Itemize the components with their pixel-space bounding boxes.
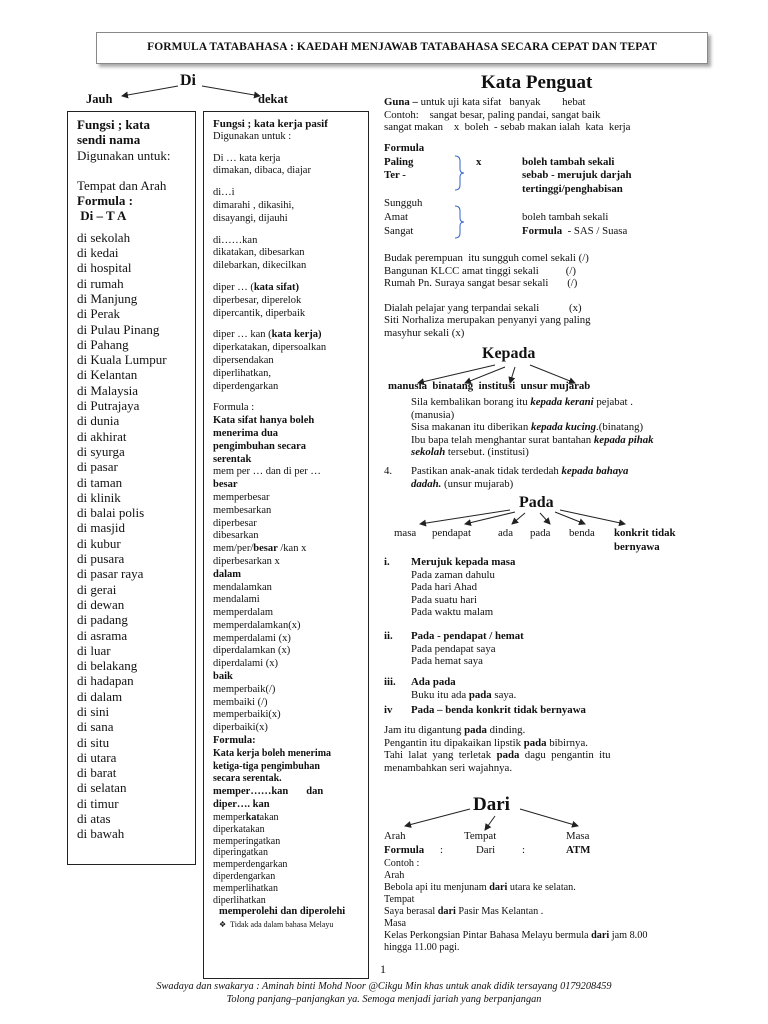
dekat-formula-l2: menerima dua — [213, 427, 279, 439]
dari-arah2: Arah — [384, 870, 405, 881]
arrow-pada-masa — [420, 510, 510, 524]
kepada-e3b: sekolah tersebut. (institusi) — [411, 446, 529, 459]
kepada-e4 — [411, 465, 711, 490]
pada-cat-pada: pada — [530, 527, 551, 539]
penguat-sentences — [384, 252, 714, 340]
pada-ii — [411, 630, 524, 668]
penguat-section — [384, 96, 714, 134]
dari-masa2: Masa — [384, 918, 407, 929]
list-item: mendalamkan — [213, 581, 272, 593]
jauh-label: Jauh — [86, 92, 113, 106]
penguat-s2: Bangunan KLCC amat tinggi sekali (/) — [384, 264, 576, 277]
pada-iii — [411, 676, 516, 701]
dari-formula-label: Formula — [384, 844, 425, 856]
dekat-g5-ex2: dipersendakan — [213, 354, 274, 366]
list-item: di syurga — [77, 443, 125, 459]
dekat-formula-l5: mem per … dan di per … — [213, 466, 321, 478]
penguat-x: x — [476, 156, 482, 168]
jauh-tempat-arah: Tempat dan Arah — [77, 177, 167, 193]
jauh-formula-label: Formula : — [77, 193, 133, 209]
list-item: di klinik — [77, 489, 121, 505]
list-item: di hospital — [77, 260, 132, 276]
kat-example-list — [213, 824, 368, 907]
dekat-formula2-label: Formula: — [213, 735, 256, 747]
list-item: di timur — [77, 795, 119, 811]
dari-colon2: : — [522, 844, 525, 856]
dari-e2: Saya berasal dari Pasir Mas Kelantan . — [384, 906, 544, 917]
penguat-boleh: boleh tambah sekali — [522, 156, 615, 168]
dekat-g5-ex1: diperkatakan, dipersoalkan — [213, 342, 327, 354]
pada-cat-masa: masa — [394, 527, 417, 539]
arrow-di-jauh — [122, 86, 178, 96]
dekat-besar-note2: diperbesarkan x — [213, 555, 280, 567]
footer — [0, 980, 768, 1006]
dekat-formula2-l2: ketiga-tiga pengimbuhan — [213, 760, 320, 772]
dekat-g1-head: Di … kata kerja — [213, 152, 281, 164]
arrow-dari-masa — [520, 809, 578, 826]
pada-ii-list — [411, 643, 524, 668]
penguat-sebab: sebab - merujuk darjah — [522, 169, 632, 181]
pada-i-num: i. — [384, 556, 390, 568]
pada-iii-ex: Buku itu ada pada saya. — [411, 688, 517, 701]
dari-contoh: Contoh : — [384, 858, 420, 869]
list-item: memperlihatkan — [213, 882, 278, 894]
dekat-title: Fungsi ; kata kerja pasif — [213, 118, 328, 130]
list-item: di Manjung — [77, 290, 138, 306]
jauh-used-for: Digunakan untuk: — [77, 147, 171, 163]
arrow-pada-pendapat — [465, 512, 515, 524]
arrow-pada-benda — [555, 512, 585, 524]
penguat-s1: Budak perempuan itu sungguh comel sekali (/) — [384, 252, 589, 264]
list-item: Pada waktu malam — [411, 606, 494, 619]
pada-i-list — [411, 569, 515, 619]
penguat-amat: Amat — [384, 211, 408, 223]
list-item: di pasar raya — [77, 566, 144, 582]
list-item: diperingatkan — [213, 847, 268, 859]
list-item: memperbaik(/) — [213, 683, 276, 695]
dekat-formula2-l3: secara serentak. — [213, 773, 282, 785]
list-item: di luar — [77, 642, 111, 658]
arrow-dari-arah — [405, 809, 470, 826]
dari-atm: ATM — [566, 844, 591, 856]
penguat-contoh2: sangat makan x boleh - sebab makan ialah kata kerja — [384, 121, 631, 134]
list-item: di balai polis — [77, 505, 145, 521]
pada-i-head: Merujuk kepada masa — [411, 556, 516, 568]
penguat-boleh2: boleh tambah sekali — [522, 211, 609, 223]
list-item: di pusara — [77, 551, 125, 567]
arrow-pada-pada — [540, 513, 550, 524]
list-item: di Putrajaya — [77, 398, 140, 414]
list-item: di Kelantan — [77, 367, 138, 383]
penguat-sangat: Sangat — [384, 225, 414, 237]
dari-masa: Masa — [566, 830, 590, 842]
penguat-paling: Paling — [384, 156, 414, 168]
dekat-g4-ex1: diperbesar, diperelok — [213, 294, 302, 306]
dekat-formula2-l1: Kata kerja boleh menerima — [213, 747, 332, 759]
list-item: di hadapan — [77, 673, 134, 689]
list-item: di barat — [77, 765, 117, 781]
list-item: di selatan — [77, 780, 127, 796]
dekat-dalam-head: dalam — [213, 568, 242, 580]
penguat-s4: Dialah pelajar yang terpandai sekali (x) — [384, 301, 582, 314]
jauh-title: Fungsi ; kata sendi nama — [77, 117, 150, 148]
baik-example-list — [213, 684, 368, 735]
penguat-tertinggi: tertinggi/penghabisan — [522, 183, 623, 195]
list-item: di akhirat — [77, 428, 127, 444]
dari-colon1: : — [440, 844, 443, 856]
dari-tempat: Tempat — [464, 830, 497, 842]
penguat-formula2: Formula - SAS / Suasa — [522, 225, 628, 237]
list-item: di taman — [77, 474, 123, 490]
list-item: mendalami — [213, 594, 260, 606]
dekat-kat-ex1: memperkatakan — [213, 811, 279, 823]
dari-e3d: hingga 11.00 pagi. — [384, 942, 460, 953]
pada-ii-head: Pada - pendapat / hemat — [411, 630, 524, 642]
kepada-examples — [411, 396, 711, 459]
penguat-sungguh: Sungguh — [384, 197, 423, 209]
list-item: diperbaiki(x) — [213, 722, 268, 734]
dari-examples — [384, 858, 714, 954]
dekat-g5-ex3: diperlihatkan, — [213, 367, 272, 379]
list-item: di sini — [77, 703, 110, 719]
arrow-pada-konkrit — [560, 510, 625, 524]
besar-example-list — [213, 492, 368, 543]
list-item: Pada hemat saya — [411, 655, 483, 668]
dekat-g4-head: diper … (kata sifat) — [213, 281, 300, 293]
list-item: di Perak — [77, 306, 120, 322]
list-item: di belakang — [77, 658, 138, 674]
kepada-num4: 4. — [384, 465, 393, 477]
pada-p1: Jam itu digantung pada dinding. — [384, 724, 526, 736]
dekat-used-for: Digunakan untuk : — [213, 130, 292, 142]
list-item: di dunia — [77, 413, 120, 429]
dekat-baik-head: baik — [213, 671, 233, 683]
list-item: di padang — [77, 612, 128, 628]
list-item: di atas — [77, 811, 111, 827]
pada-cat-bernyawa: bernyawa — [614, 541, 660, 553]
penguat-guna: Guna – untuk uji kata sifat banyak hebat — [384, 96, 586, 108]
dekat-g3-ex1: dikatakan, dibesarkan — [213, 247, 305, 259]
list-item: membaiki (/) — [213, 696, 268, 708]
dari-title: Dari — [473, 794, 510, 815]
dekat-last-bold: memperolehi dan diperolehi — [219, 906, 346, 918]
dekat-g1-ex: dimakan, dibaca, diajar — [213, 165, 311, 177]
dari-word: Dari — [476, 844, 496, 856]
list-item: diperdengarkan — [213, 871, 276, 883]
list-item: di pasar — [77, 459, 118, 475]
penguat-s5: Siti Norhaliza merupakan penyanyi yang paling — [384, 314, 591, 327]
list-item: di bawah — [77, 826, 125, 842]
list-item: di utara — [77, 749, 117, 765]
dekat-label: dekat — [258, 92, 288, 106]
arrow-pada-ada — [512, 513, 525, 524]
penguat-formula-label: Formula — [384, 142, 425, 154]
list-item: di gerai — [77, 581, 117, 597]
list-item: di kedai — [77, 245, 119, 261]
list-item: di kubur — [77, 535, 121, 551]
jauh-formula: Di – T A — [77, 208, 127, 224]
brace-paling-ter — [455, 156, 464, 190]
pada-p3: Tahi lalat yang terletak pada dagu pengantin itu — [384, 749, 611, 762]
list-item: memperdalami (x) — [213, 632, 291, 644]
list-item: di sekolah — [77, 229, 131, 245]
list-item: di sana — [77, 719, 114, 735]
dekat-formula2-l5: diper…. kan — [213, 799, 270, 811]
list-item: diperkatakan — [213, 823, 265, 835]
list-item: di Pulau Pinang — [77, 321, 160, 337]
penguat-title: Kata Penguat — [481, 72, 593, 93]
pada-iv-head: Pada – benda konkrit tidak bernyawa — [411, 704, 586, 716]
footer-line1: Swadaya dan swakarya : Aminah binti Mohd Noor @Cikgu Min khas untuk anak didik tersayang 0179208459 — [156, 981, 612, 992]
pada-paragraph — [384, 724, 712, 774]
page-title: FORMULA TATABAHASA : KAEDAH MENJAWAB TATABAHASA SECARA CEPAT DAN TEPAT — [147, 41, 657, 53]
list-item: memperbesar — [213, 491, 270, 503]
pada-cat-pendapat: pendapat — [432, 527, 471, 539]
penguat-s3: Rumah Pn. Suraya sangat besar sekali (/) — [384, 277, 578, 290]
pada-iii-head: Ada pada — [411, 676, 456, 688]
list-item: di dalam — [77, 688, 123, 704]
kepada-e3: Ibu bapa telah menghantar surat bantahan kepada pihak — [411, 433, 654, 446]
list-item: di dewan — [77, 596, 125, 612]
pada-i — [411, 556, 515, 619]
arrow-dari-tempat — [485, 816, 495, 830]
jauh-example-list — [77, 230, 195, 842]
list-item: diperdalami (x) — [213, 658, 279, 670]
pada-ii-num: ii. — [384, 630, 393, 642]
dekat-formula-l4: serentak — [213, 453, 252, 465]
dekat-g5-ex4: diperdengarkan — [213, 380, 279, 392]
dekat-besar-note: mem/per/besar /kan x — [213, 543, 307, 555]
dari-arah: Arah — [384, 830, 406, 842]
list-item: membesarkan — [213, 504, 272, 516]
list-item: Pada suatu hari — [411, 593, 477, 606]
dari-tempat2: Tempat — [384, 894, 415, 905]
brace-sungguh-amat-sangat — [455, 206, 464, 238]
dekat-g2-ex1: dimarahi , dikasihi, — [213, 199, 295, 211]
list-item: Pada zaman dahulu — [411, 568, 495, 581]
list-item: di situ — [77, 734, 110, 750]
dekat-besar-head: besar — [213, 479, 238, 491]
dekat-g2-ex2: disayangi, dijauhi — [213, 212, 288, 224]
dekat-g5-head: diper … kan (kata kerja) — [213, 329, 322, 341]
list-item: di Malaysia — [77, 382, 139, 398]
pada-cat-benda: benda — [569, 527, 595, 539]
kepada-e1d: (manusia) — [411, 408, 455, 421]
pada-cat-konkrit: konkrit tidak — [614, 527, 676, 539]
dekat-g3-ex2: dilebarkan, dikecilkan — [213, 260, 307, 272]
list-item: di rumah — [77, 275, 124, 291]
note-bullet-icon: ❖ — [219, 920, 227, 930]
pada-title: Pada — [519, 494, 554, 511]
dekat-formula-l3: pengimbuhan secara — [213, 440, 307, 452]
dekat-box — [203, 111, 369, 979]
dari-e3: Kelas Perkongsian Pintar Bahasa Melayu bermula dari jam 8.00 — [384, 930, 648, 941]
list-item: diperdalamkan (x) — [213, 645, 291, 657]
list-item: memperdalamkan(x) — [213, 619, 301, 631]
footer-line2: Tolong panjang–panjangkan ya. Semoga menjadi jariah yang berpanjangan — [226, 994, 542, 1005]
arrow-di-dekat — [202, 86, 260, 96]
list-item: di asrama — [77, 627, 128, 643]
pada-iv-num: iv — [384, 704, 393, 716]
kepada-title: Kepada — [482, 345, 536, 362]
dekat-g3-head: di……kan — [213, 234, 258, 246]
dekat-note: ❖ Tidak ada dalam bahasa Melayu — [219, 920, 334, 930]
kepada-e4-line2: dadah. (unsur mujarab) — [411, 477, 514, 490]
dalam-example-list — [213, 582, 368, 672]
list-item: memperdengarkan — [213, 859, 288, 871]
list-item: diperlihatkan — [213, 894, 266, 906]
list-item: dibesarkan — [213, 530, 259, 542]
kepada-cats: manusia binatang institusi unsur mujarab — [388, 380, 591, 392]
kepada-e2: Sisa makanan itu diberikan kepada kucing.(binatang) — [411, 421, 644, 434]
dari-e1: Bebola api itu menjunam dari utara ke selatan. — [384, 882, 576, 893]
penguat-contoh: Contoh: sangat besar, paling pandai, sangat baik — [384, 108, 601, 121]
list-item: diperbesar — [213, 517, 257, 529]
list-item: Pada hari Ahad — [411, 581, 477, 594]
list-item: memperbaiki(x) — [213, 709, 281, 721]
list-item: memperingatkan — [213, 835, 281, 847]
pada-p2: Pengantin itu dipakaikan lipstik pada bibirnya. — [384, 736, 588, 749]
pada-p4: menambahkan seri wajahnya. — [384, 761, 513, 774]
di-heading: Di — [180, 72, 196, 89]
pada-iii-num: iii. — [384, 676, 396, 688]
list-item: di masjid — [77, 520, 126, 536]
pada-cat-ada: ada — [498, 527, 513, 539]
kepada-e1: Sila kembalikan borang itu kepada kerani pejabat . — [411, 396, 633, 408]
kepada-e4-line1: Pastikan anak-anak tidak terdedah kepada bahaya — [411, 465, 629, 477]
list-item: di Pahang — [77, 336, 129, 352]
dekat-formula-label: Formula : — [213, 402, 255, 414]
dekat-formula2-l4: memper……kan dan — [213, 786, 324, 798]
jauh-box — [67, 111, 196, 865]
list-item: memperdalam — [213, 607, 274, 619]
dekat-g4-ex2: dipercantik, diperbaik — [213, 307, 306, 319]
list-item: di Kuala Lumpur — [77, 352, 167, 368]
dekat-formula-l1: Kata sifat hanya boleh — [213, 415, 315, 427]
page-number: 1 — [380, 962, 386, 976]
list-item: Pada pendapat saya — [411, 642, 496, 655]
dekat-g2-head: di…i — [213, 187, 235, 199]
penguat-ter: Ter - — [384, 169, 406, 181]
penguat-s6: masyhur sekali (x) — [384, 326, 465, 339]
